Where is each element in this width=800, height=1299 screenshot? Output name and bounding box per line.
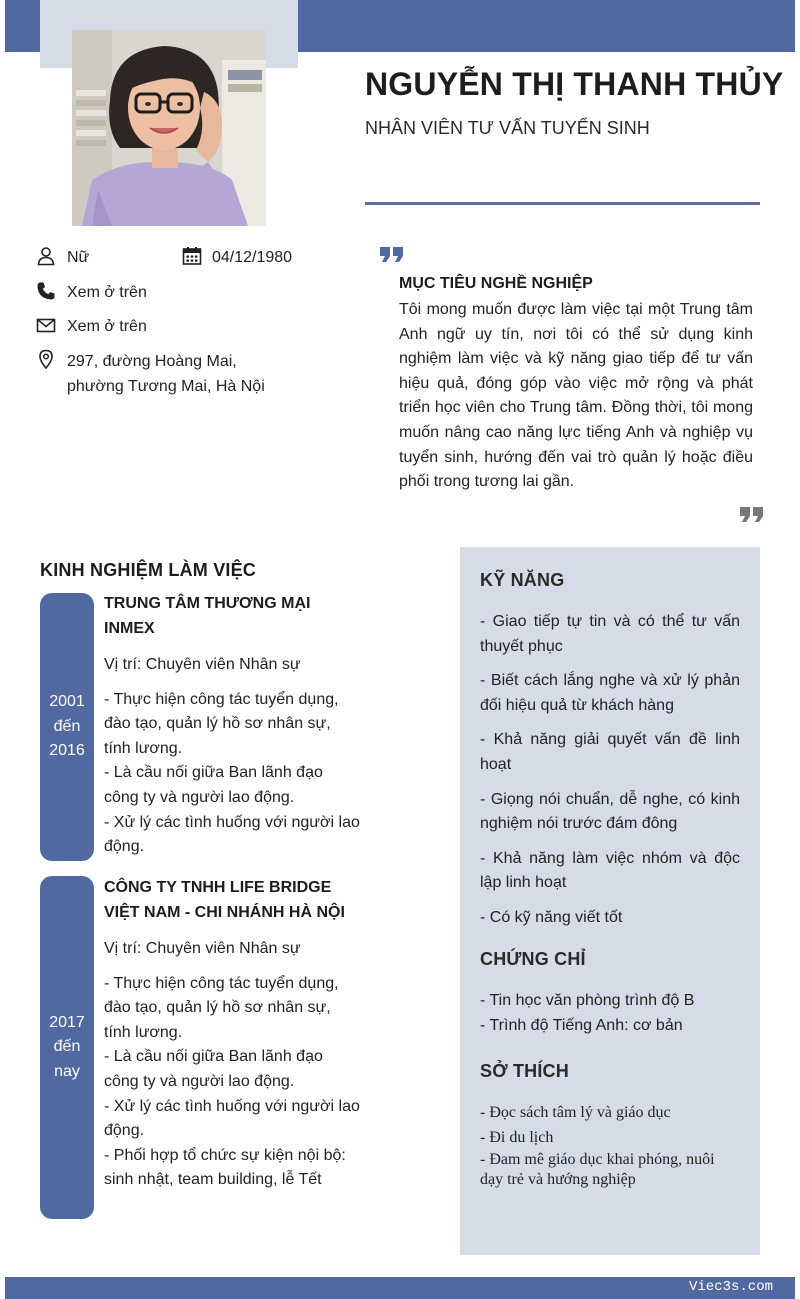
skill-item: - Biết cách lắng nghe và xử lý phản đối hiệu quả từ khách hàng (480, 672, 740, 714)
skill-item: - Giao tiếp tự tin và có thể tư vấn thuyết phục (480, 613, 740, 655)
job-2-duty: - Thực hiện công tác tuyển dụng, đào tạo, quản lý hồ sơ nhân sự, tính lương. (104, 974, 339, 1041)
gender-icon (36, 246, 56, 271)
certificates-list (480, 988, 694, 1038)
objective-heading: MỤC TIÊU NGHỀ NGHIỆP (399, 275, 593, 292)
skills-heading: KỸ NĂNG (480, 570, 565, 590)
job-2-period-sep: đến (53, 1038, 81, 1056)
skill-item: - Khả năng làm việc nhóm và độc lập linh hoạt (480, 849, 740, 892)
bottom-bar (5, 1277, 795, 1299)
skills-list (480, 610, 740, 931)
experience-heading: KINH NGHIỆM LÀM VIỆC (40, 560, 257, 580)
job-2-company-line-2: VIỆT NAM - CHI NHÁNH HÀ NỘI (104, 903, 345, 921)
close-quote-icon (740, 507, 764, 528)
address-line-2: phường Tương Mai, Hà Nội (67, 378, 265, 395)
address (67, 349, 265, 399)
hobby-item: - Đọc sách tâm lý và giáo dục (480, 1104, 671, 1121)
location-icon (36, 349, 56, 374)
job-1-company-line-1: TRUNG TÂM THƯƠNG MẠI (104, 595, 311, 612)
certificate-item: - Tin học văn phòng trình độ B (480, 992, 695, 1009)
job-1-position: Vị trí: Chuyên viên Nhân sự (104, 656, 301, 673)
certificate-item: - Trình độ Tiếng Anh: cơ bản (480, 1017, 683, 1034)
hobby-item: - Đam mê giáo dục khai phóng, nuôi dạy trẻ và hướng nghiệp (480, 1151, 715, 1188)
gender-value: Nữ (67, 249, 90, 266)
objective-text: Tôi mong muốn được làm việc tại một Trung tâm Anh ngữ uy tín, nơi tôi có thể sử dụng kinh nghiệm làm việc và kỹ năng giao tiếp để tư vấn hiệu quả, đóng góp vào việc mở rộng và phát triển học viên cho Trung tâm. Đồng thời, tôi mong muốn nâng cao năng lực tiếng Anh và nghiệp vụ tuyển sinh, hướng đến vai trò quản lý hoặc điều phối trong tương lai gần. (399, 301, 753, 491)
address-line-1: 297, đường Hoàng Mai, (67, 353, 237, 370)
job-1-period (40, 593, 94, 861)
certificates-heading: CHỨNG CHỈ (480, 949, 586, 969)
job-2-duty: - Phối hợp tổ chức sự kiện nội bộ: sinh nhật, team building, lễ Tết (104, 1146, 346, 1189)
job-2-period-start: 2017 (49, 1013, 85, 1031)
job-2-period-end: nay (54, 1062, 80, 1080)
title-divider (365, 202, 760, 205)
email-value: Xem ở trên (67, 318, 147, 335)
job-2-period (40, 876, 94, 1219)
job-2-duty: - Là cầu nối giữa Ban lãnh đạo công ty và người lao động. (104, 1048, 323, 1090)
job-2 (104, 876, 360, 1193)
candidate-name: NGUYỄN THỊ THANH THỦY (365, 66, 784, 102)
job-1-period-start: 2001 (49, 693, 85, 711)
job-1-period-sep: đến (53, 717, 81, 735)
job-1-duty: - Xử lý các tình huống với người lao động. (104, 813, 360, 856)
job-2-position: Vị trí: Chuyên viên Nhân sự (104, 940, 301, 957)
profile-photo (72, 30, 266, 226)
open-quote-icon (380, 247, 404, 268)
calendar-icon (182, 246, 202, 271)
brand-watermark[interactable]: Viec3s.com (688, 1279, 773, 1295)
job-1-duty: - Là cầu nối giữa Ban lãnh đạo công ty và người lao động. (104, 764, 323, 806)
job-1-period-end: 2016 (49, 742, 85, 760)
birthdate-value: 04/12/1980 (212, 249, 293, 266)
skill-item: - Khả năng giải quyết vấn đề linh hoạt (480, 731, 740, 773)
job-2-company-line-1: CÔNG TY TNHH LIFE BRIDGE (104, 879, 332, 896)
job-2-duty: - Xử lý các tình huống với người lao động. (104, 1097, 360, 1140)
phone-icon (36, 281, 56, 306)
skill-item: - Giọng nói chuẩn, dễ nghe, có kinh nghiệm nói trước đám đông (480, 790, 740, 833)
job-1-company-line-2: INMEX (104, 619, 155, 637)
job-title: NHÂN VIÊN TƯ VẤN TUYỂN SINH (365, 118, 650, 138)
phone-value: Xem ở trên (67, 284, 147, 301)
hobbies-heading: SỞ THÍCH (480, 1061, 569, 1081)
job-1-duty: - Thực hiện công tác tuyển dụng, đào tạo, quản lý hồ sơ nhân sự, tính lương. (104, 690, 339, 757)
skill-item: - Có kỹ năng viết tốt (480, 908, 623, 926)
hobby-item: - Đi du lịch (480, 1129, 554, 1146)
job-1 (104, 592, 360, 860)
hobbies-list (480, 1103, 740, 1190)
mail-icon (36, 316, 56, 341)
